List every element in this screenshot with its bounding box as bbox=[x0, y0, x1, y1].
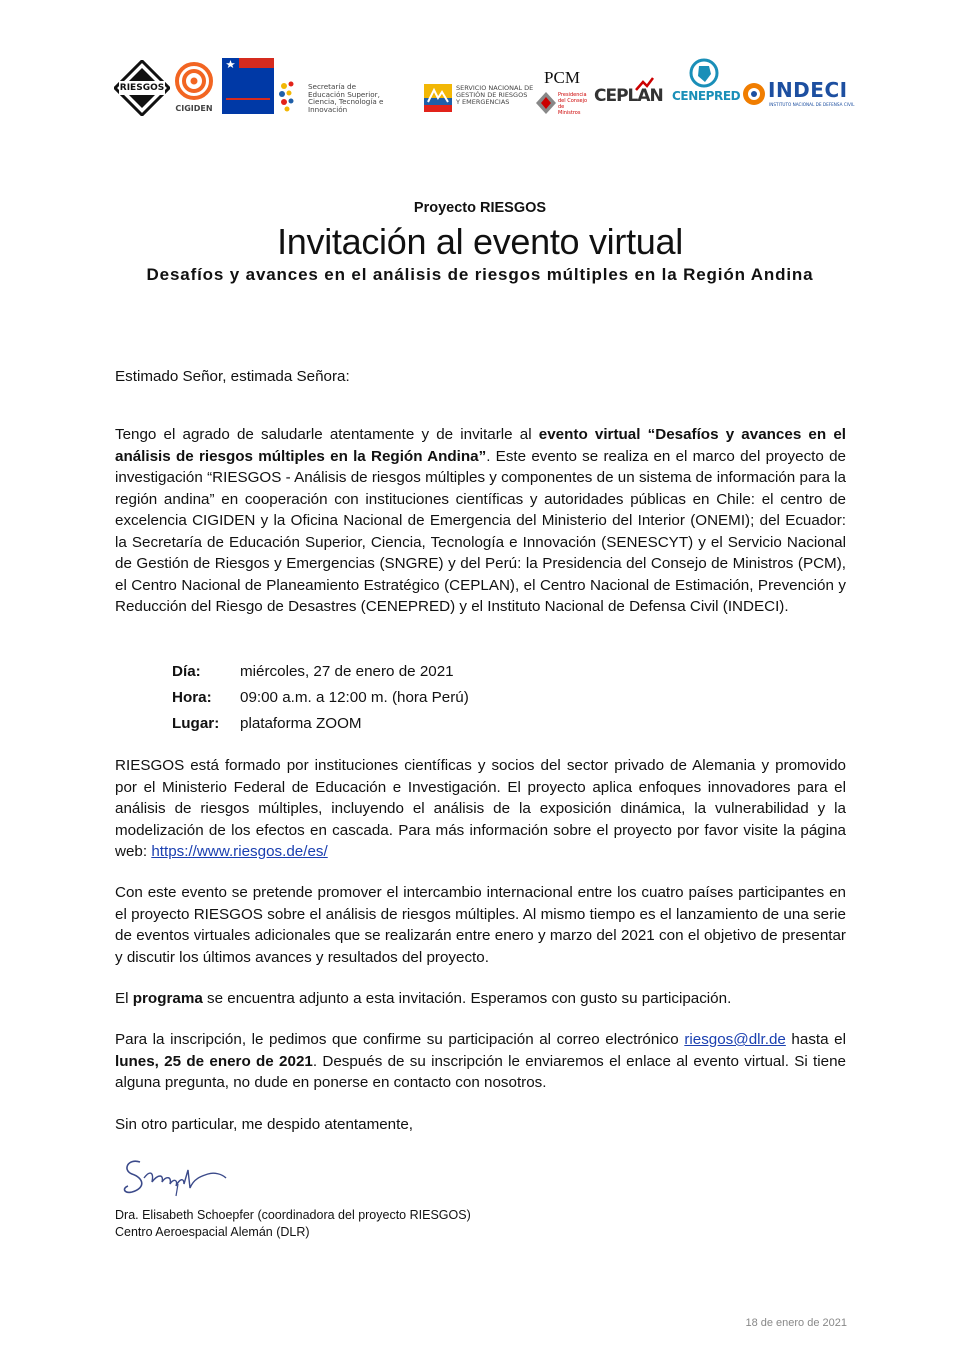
pcm-sub-1: Presidencia bbox=[558, 92, 587, 98]
ceplan-logo bbox=[594, 76, 666, 116]
signer-organization: Centro Aeroespacial Alemán (DLR) bbox=[115, 1225, 310, 1239]
cenepred-logo bbox=[672, 58, 741, 116]
detail-value: miércoles, 27 de enero de 2021 bbox=[240, 663, 454, 680]
pcm-sub-2: del Consejo bbox=[558, 98, 588, 104]
logo-strip bbox=[112, 58, 855, 116]
page-subtitle: Desafíos y avances en el análisis de riesgos múltiples en la Región Andina bbox=[146, 265, 814, 284]
detail-row-date bbox=[172, 659, 469, 685]
senescyt-logo bbox=[278, 80, 418, 116]
registration-deadline: lunes, 25 de enero de 2021 bbox=[115, 1052, 313, 1070]
purpose-paragraph bbox=[115, 882, 846, 968]
senescyt-line-1: Secretaría de bbox=[308, 82, 357, 91]
salutation-block bbox=[115, 366, 846, 388]
program-post: se encuentra adjunto a esta invitación. Esperamos con gusto su participación. bbox=[202, 990, 732, 1007]
indeci-logo bbox=[742, 78, 855, 114]
detail-row-time bbox=[172, 685, 469, 711]
closing: Sin otro particular, me despido atentamente, bbox=[115, 1116, 414, 1133]
event-name: evento virtual “Desafíos y avances en el análisis de riesgos múltiples en la Región Andina” bbox=[115, 426, 846, 465]
detail-label: Lugar: bbox=[172, 715, 220, 732]
indeci-logo-text: INDECI bbox=[768, 78, 848, 102]
sngre-line-3: Y EMERGENCIAS bbox=[456, 97, 510, 106]
intro-text-1: Tengo el agrado de saludarle atentamente y de invitarle al bbox=[115, 426, 539, 443]
document-header bbox=[0, 200, 960, 285]
page-title: Invitación al evento virtual bbox=[277, 221, 683, 262]
event-details bbox=[172, 659, 469, 737]
salutation: Estimado Señor, estimada Señora: bbox=[115, 368, 350, 385]
detail-label: Día: bbox=[172, 663, 201, 680]
email-link[interactable]: riesgos@dlr.de bbox=[684, 1031, 786, 1048]
registration-pre: Para la inscripción, le pedimos que confirme su participación al correo electrónico bbox=[115, 1031, 685, 1048]
signature-block bbox=[115, 1207, 471, 1241]
sngre-line-1: SERVICIO NACIONAL DE bbox=[456, 84, 534, 92]
pcm-sub-3: de Ministros bbox=[558, 104, 581, 116]
ceplan-logo-text: CEPLAN bbox=[594, 86, 663, 106]
detail-label: Hora: bbox=[172, 689, 212, 706]
website-link[interactable]: https://www.riesgos.de/es/ bbox=[151, 843, 328, 860]
footer-date: 18 de enero de 2021 bbox=[745, 1317, 847, 1329]
purpose-text: Con este evento se pretende promover el intercambio internacional entre los cuatro países participantes en el proyecto RIESGOS sobre el análisis de riesgos múltiples. Al mismo tiempo es el lanzamiento de una serie de eventos virtuales adicionales que se realizarán entre enero y marzo del 2021 con el objetivo de presentar y discutir los últimos avances y resultados del proyecto. bbox=[115, 884, 846, 966]
senescyt-line-2: Educación Superior, bbox=[308, 89, 380, 99]
indeci-logo-subtext: INSTITUTO NACIONAL DE DEFENSA CIVIL bbox=[769, 102, 855, 107]
detail-value: plataforma ZOOM bbox=[240, 715, 362, 732]
cigiden-logo-text: CIGIDEN bbox=[175, 104, 213, 113]
signer-name: Dra. Elisabeth Schoepfer (coordinadora del proyecto RIESGOS) bbox=[115, 1208, 471, 1222]
registration-mid: hasta el bbox=[785, 1031, 846, 1048]
registration-post: . Después de su inscripción le enviaremos el enlace al evento virtual. Si tiene alguna pregunta, no dude en ponerse en contacto con nosotros. bbox=[115, 1052, 846, 1091]
intro-text-2: . Este evento se realiza en el marco del proyecto de investigación “RIESGOS - Análisis de riesgos múltiples y componentes de un sistema de información para la región andina” en cooperación con instituciones científicas y autoridades públicas en Chile: el centro de excelencia CIGIDEN y la Oficina Nacional de Emergencia del Ministerio del Interior (ONEMI); del Ecuador: la Secretaría de Educación Superior, Ciencia, Tecnología e Innovación (SENESCYT) y el Servicio Nacional de Gestión de Riesgos y Emergencias (SNGRE) y del Perú: la Presidencia del Consejo de Ministros (PCM), el Centro Nacional de Planeamiento Estratégico (CEPLAN), el Centro Nacional de Estimación, Prevención y Reducción del Riesgo de Desastres (CENEPRED) y el Instituto Nacional de Defensa Civil (INDECI). bbox=[115, 447, 846, 615]
program-pre: El bbox=[115, 990, 133, 1007]
cigiden-logo bbox=[174, 60, 214, 116]
detail-value: 09:00 a.m. a 12:00 m. (hora Perú) bbox=[240, 689, 469, 706]
onemi-chile-logo bbox=[222, 58, 274, 114]
registration-paragraph bbox=[115, 1029, 846, 1094]
closing-block bbox=[115, 1114, 846, 1136]
riesgos-logo-text: RIESGOS bbox=[119, 83, 165, 93]
pcm-logo bbox=[536, 70, 588, 116]
senescyt-line-3: Ciencia, Tecnología e Innovación bbox=[308, 97, 384, 114]
signature-image bbox=[118, 1148, 238, 1200]
about-text: RIESGOS está formado por instituciones científicas y socios del sector privado de Alemania y promovido por el Ministerio Federal de Educación e Investigación. El proyecto aplica enfoques innovadores para el análisis de riesgos múltiples, incluyendo el análisis de la exposición dinámica, la vulnerabilidad y la modelización de los efectos en cascada. Para más información sobre el proyecto por favor visite la página web: bbox=[115, 757, 846, 860]
about-paragraph bbox=[115, 755, 846, 863]
cenepred-logo-text: CENEPRED bbox=[672, 89, 741, 103]
sngre-line-2: GESTIÓN DE RIESGOS bbox=[456, 90, 528, 99]
program-bold: programa bbox=[132, 990, 203, 1007]
sngre-logo bbox=[424, 82, 534, 116]
project-name: Proyecto RIESGOS bbox=[413, 200, 547, 216]
intro-paragraph bbox=[115, 424, 846, 618]
pcm-logo-text: PCM bbox=[544, 68, 580, 87]
program-paragraph bbox=[115, 988, 846, 1010]
detail-row-place bbox=[172, 711, 469, 737]
riesgos-logo bbox=[114, 60, 170, 116]
